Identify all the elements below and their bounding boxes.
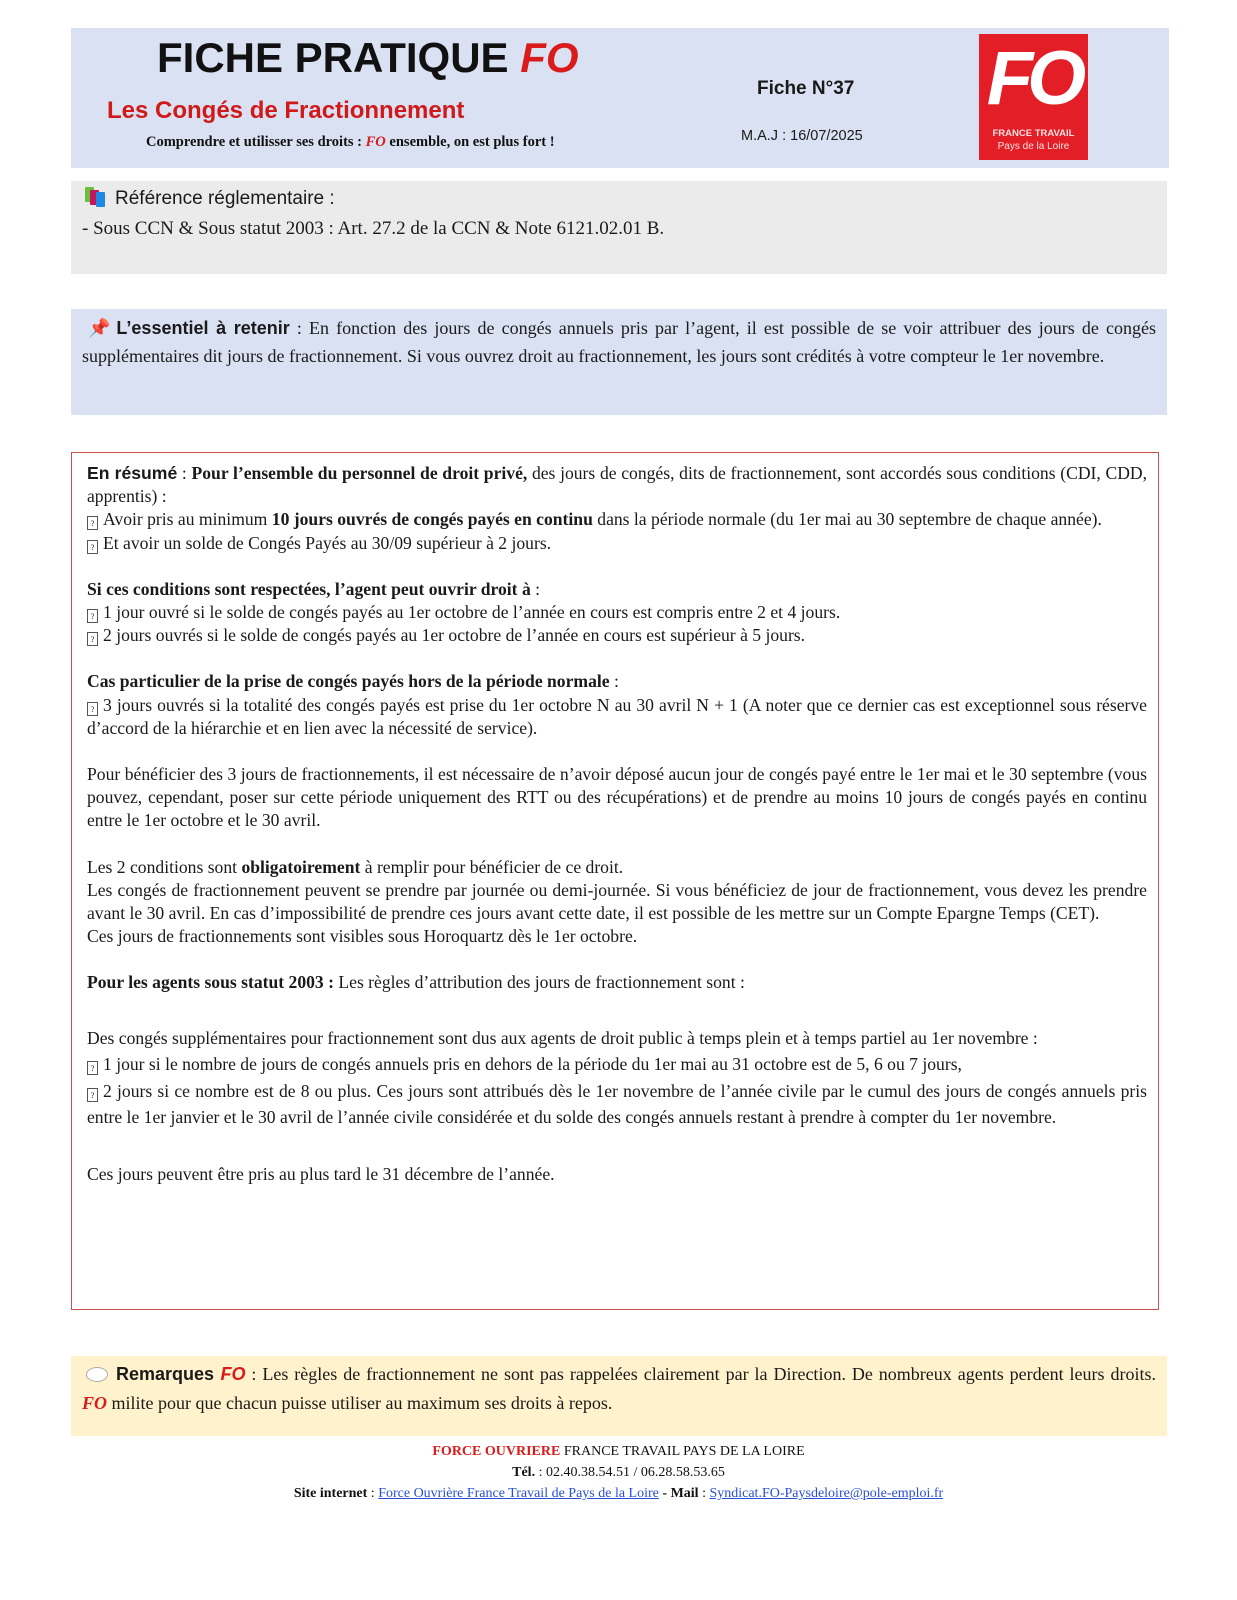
essentiel-section (71, 309, 1167, 415)
logo-line2: Pays de la Loire (997, 141, 1070, 152)
reference-section (71, 181, 1167, 274)
oblig-post: à remplir pour bénéficier de ce droit. (360, 856, 624, 877)
intro-label: En résumé (87, 463, 178, 483)
tagline-post: ensemble, on est plus fort ! (385, 134, 555, 150)
footer (0, 1441, 1237, 1504)
rights-title-text: Si ces conditions sont respectées, l’agent peut ouvrir droit à (87, 578, 531, 599)
update-date: M.A.J : 16/07/2025 (741, 128, 863, 144)
remarques-brand2: FO (82, 1393, 108, 1413)
footer-org (0, 1441, 1237, 1462)
email-link[interactable]: Syndicat.FO-Paysdeloire@pole-emploi.fr (709, 1486, 944, 1501)
bullet-icon: ? (87, 540, 98, 554)
remarques-text (82, 1360, 1156, 1418)
tagline (146, 134, 555, 151)
reference-title (85, 187, 335, 210)
speech-bubble-icon (86, 1367, 108, 1382)
public-item (87, 1051, 1147, 1078)
intro-text: des jours de congés, dits de fractionnement, sont accordés sous conditions (CDI, CDD, apprentis) : (87, 463, 1148, 507)
tagline-pre: Comprendre et utilisser ses droits : (146, 134, 366, 150)
cond1-pre: Avoir pris au minimum (103, 509, 272, 530)
public-item (87, 1078, 1147, 1131)
resume-box (71, 452, 1159, 1310)
bullet-icon: ? (87, 609, 98, 623)
remarques-body2: milite pour que chacun puisse utiliser au maximum ses droits à repos. (107, 1393, 613, 1413)
bullet-icon: ? (87, 632, 98, 646)
deadline-paragraph: Ces jours peuvent être pris au plus tard le 31 décembre de l’année. (87, 1163, 555, 1184)
tel-label: Tél. (512, 1465, 536, 1480)
logo-letters: FO (986, 36, 1081, 121)
special-item (87, 694, 1147, 740)
header-banner (71, 28, 1169, 168)
obligation-paragraph (87, 856, 1147, 879)
mail-colon: : (698, 1486, 710, 1501)
site-sep: : (367, 1486, 379, 1501)
special-title-text: Cas particulier de la prise de congés payés hors de la période normale (87, 671, 610, 692)
site-label: Site internet (293, 1486, 368, 1501)
visible-paragraph: Ces jours de fractionnements sont visibles sous Horoquartz dès le 1er octobre. (87, 926, 638, 947)
oblig-bold: obligatoirement (241, 856, 361, 877)
bullet-icon: ? (87, 1061, 98, 1075)
pushpin-icon: 📌 (88, 318, 111, 338)
logo-line1: FRANCE TRAVAIL (992, 128, 1075, 139)
books-icon (85, 187, 107, 207)
fiche-number: Fiche N°37 (757, 78, 855, 99)
resume-content (87, 462, 1147, 1187)
take-paragraph: Les congés de fractionnement peuvent se prendre par journée ou demi-journée. Si vous bénéficiez de jour de fractionnement, vous devez les prendre avant le 30 avril. En cas d’impossibilité de prendre ces jours avant cette date, il est possible de les mettre sur un Compte Epargne Temps (CET). (87, 879, 1147, 924)
remarques-label: Remarques (116, 1364, 221, 1384)
bullet-icon: ? (87, 1088, 98, 1102)
intro-sep: : (177, 463, 192, 483)
bullet-icon: ? (87, 702, 98, 716)
essentiel-label: L’essentiel à retenir (116, 318, 290, 338)
title-brand: FO (520, 34, 579, 81)
cond1-bold: 10 jours ouvrés de congés payés en continu (271, 509, 593, 530)
reference-line: - Sous CCN & Sous statut 2003 : Art. 27.2 de la CCN & Note 6121.02.01 B. (82, 218, 665, 239)
public1-text: 1 jour si le nombre de jours de congés annuels pris en dehors de la période du 1er mai au 31 octobre est de 5, 6 ou 7 jours, (103, 1054, 962, 1075)
cond1-post: dans la période normale (du 1er mai au 30 septembre de chaque année). (592, 509, 1102, 530)
right-item (87, 601, 1147, 624)
right1-text: 1 jour ouvré si le solde de congés payés au 1er octobre de l’année en cours est compris entre 2 et 4 jours. (103, 602, 841, 623)
special-sep: : (609, 671, 619, 692)
public-intro: Des congés supplémentaires pour fractionnement sont dus aux agents de droit public à temps plein et à temps partiel au 1er novembre : (87, 1027, 1038, 1048)
condition-item (87, 508, 1147, 531)
benefit-paragraph: Pour bénéficier des 3 jours de fractionnements, il est nécessaire de n’avoir déposé aucun jour de congés payé entre le 1er mai et le 30 septembre (vous pouvez, cependant, poser sur cette période uniquement des RTT ou des récupérations) et de prendre au moins 10 jours de congés payés en continu entre le 1er octobre et le 30 avril. (87, 764, 1147, 831)
website-link[interactable]: Force Ouvrière France Travail de Pays de la Loire (378, 1486, 659, 1501)
statut-text: Les règles d’attribution des jours de fractionnement sont : (333, 972, 745, 993)
reference-title-text: Référence réglementaire : (115, 188, 335, 209)
public2-text: 2 jours si ce nombre est de 8 ou plus. Ces jours sont attribués dès le 1er novembre de l’année civile par le cumul des jours de congés annuels pris entre le 1er janvier et le 30 avril de l’année civile considérée et du solde des congés annuels restant à prendre à compter du 1er novembre. (87, 1080, 1147, 1128)
tel-value: : 02.40.38.54.51 / 06.28.58.53.65 (535, 1465, 725, 1480)
title-text: FICHE PRATIQUE (157, 34, 521, 81)
intro-bold: Pour l’ensemble du personnel de droit privé, (191, 463, 528, 483)
remarques-body1: : Les règles de fractionnement ne sont pas rappelées clairement par la Direction. De nombreux agents perdent leurs droits. (245, 1364, 1156, 1384)
page-title (157, 34, 579, 82)
essentiel-body: : En fonction des jours de congés annuels pris par l’agent, il est possible de se voir attribuer des jours de congés supplémentaires dit jours de fractionnement. Si vous ouvrez droit au fractionnement, les jours sont crédités à votre compteur le 1er novembre. (82, 318, 1156, 366)
condition-item (87, 532, 1147, 555)
footer-tel (0, 1462, 1237, 1483)
footer-contact (0, 1483, 1237, 1504)
special-title (87, 670, 1147, 693)
right-item (87, 624, 1147, 647)
essentiel-text (82, 314, 1156, 370)
statut-paragraph (87, 971, 1147, 994)
mail-label: Mail (670, 1486, 699, 1501)
mail-sep: - (658, 1486, 671, 1501)
special1-text: 3 jours ouvrés si la totalité des congés payés est prise du 1er octobre N au 30 avril N + 1 (A noter que ce dernier cas est exceptionnel sous réserve d’accord de la hiérarchie et en lien avec la nécessité de service). (87, 694, 1147, 738)
remarques-brand: FO (220, 1364, 246, 1384)
bullet-icon: ? (87, 516, 98, 530)
footer-org-rest: FRANCE TRAVAIL PAYS DE LA LOIRE (560, 1444, 805, 1459)
cond2-text: Et avoir un solde de Congés Payés au 30/09 supérieur à 2 jours. (103, 532, 552, 553)
footer-org-red: FORCE OUVRIERE (432, 1444, 561, 1459)
statut-bold: Pour les agents sous statut 2003 : (87, 972, 334, 993)
oblig-pre: Les 2 conditions sont (87, 856, 242, 877)
right2-text: 2 jours ouvrés si le solde de congés payés au 1er octobre de l’année en cours est supérieur à 5 jours. (103, 625, 806, 646)
fo-logo (979, 34, 1088, 160)
rights-sep: : (530, 578, 541, 599)
remarques-section (71, 1356, 1167, 1436)
resume-intro (87, 462, 1147, 508)
rights-title (87, 578, 1147, 601)
tagline-brand: FO (365, 134, 386, 150)
page-subtitle: Les Congés de Fractionnement (107, 97, 465, 124)
